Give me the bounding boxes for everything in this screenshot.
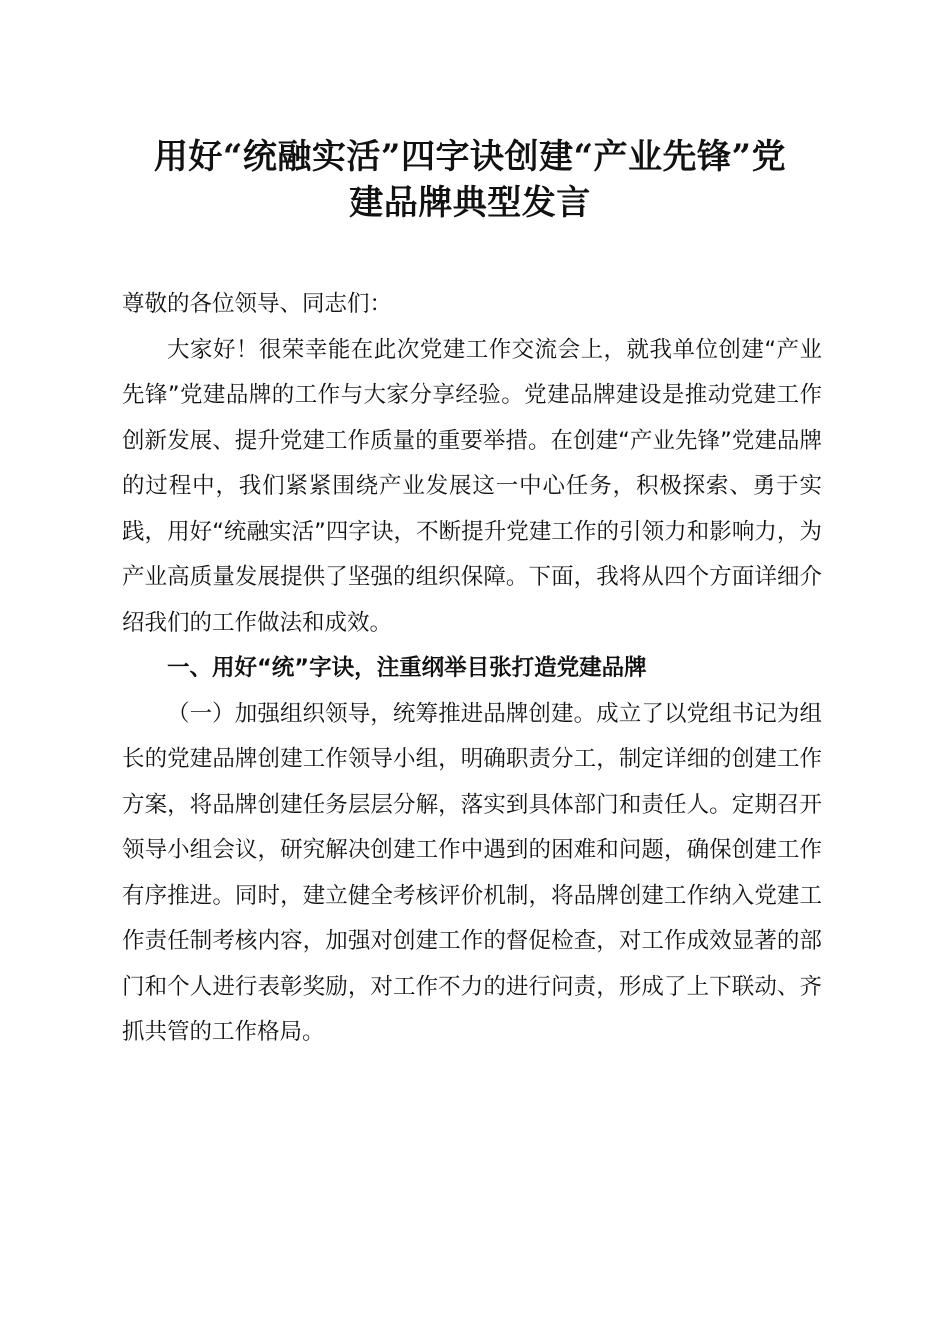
document-title (100, 134, 840, 226)
section-1-heading: 一、用好“统”字诀，注重纲举目张打造党建品牌 (167, 655, 647, 681)
intro-paragraph: 大家好！很荣幸能在此次党建工作交流会上，就我单位创建“产业先锋”党建品牌的工作与大家分享经验。党建品牌建设是推动党建工作创新发展、提升党建工作质量的重要举措。在创建“产业先锋”党建品牌的过程中，我们紧紧围绕产业发展这一中心任务，积极探索、勇于实践，用好“统融实活”四字诀，不断提升党建工作的引领力和影响力，为产业高质量发展提供了坚强的组织保障。下面，我将从四个方面详细介绍我们的工作做法和成效。 (122, 336, 822, 636)
title-line-1: 用好“统融实活”四字诀创建“产业先锋”党 (153, 137, 787, 177)
section-1-paragraph-1: （一）加强组织领导，统筹推进品牌创建。成立了以党组书记为组长的党建品牌创建工作领导小组，明确职责分工，制定详细的创建工作方案，将品牌创建任务层层分解，落实到具体部门和责任人。定期召开领导小组会议，研究解决创建工作中遇到的困难和问题，确保创建工作有序推进。同时，建立健全考核评价机制，将品牌创建工作纳入党建工作责任制考核内容，加强对创建工作的督促检查，对工作成效显著的部门和个人进行表彰奖励，对工作不力的进行问责，形成了上下联动、齐抓共管的工作格局。 (122, 700, 822, 1045)
document-body (122, 282, 822, 1056)
salutation: 尊敬的各位领导、同志们： (122, 291, 393, 317)
title-line-2: 建品牌典型发言 (349, 183, 591, 223)
